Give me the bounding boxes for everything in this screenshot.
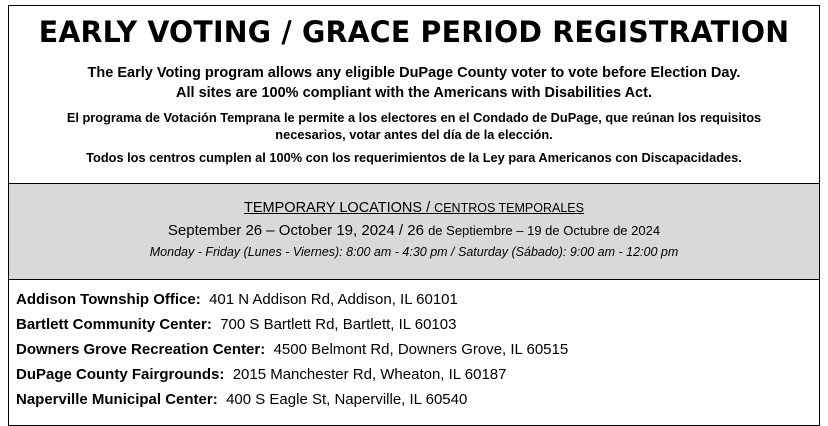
english-line-1: The Early Voting program allows any eligible DuPage County voter to vote before Election Day.: [87, 65, 741, 81]
header-section: [9, 6, 819, 184]
section-title-es: CENTROS TEMPORALES: [434, 201, 584, 215]
date-range: [9, 221, 819, 241]
date-range-en: September 26 – October 19, 2024 / 26: [167, 222, 429, 239]
location-address: 400 S Eagle St, Naperville, IL 60540: [226, 391, 468, 408]
date-range-es: de Septiembre – 19 de Octubre de 2024: [428, 223, 661, 238]
english-line-2: All sites are 100% compliant with the Americans with Disabilities Act.: [176, 85, 652, 101]
location-address: 2015 Manchester Rd, Wheaton, IL 60187: [232, 366, 507, 383]
location-address: 401 N Addison Rd, Addison, IL 60101: [209, 291, 458, 308]
location-name: Bartlett Community Center:: [16, 316, 212, 333]
location-address: 4500 Belmont Rd, Downers Grove, IL 60515: [273, 341, 569, 358]
section-title: [9, 199, 819, 217]
location-name: DuPage County Fairgrounds:: [16, 366, 225, 383]
list-item: [16, 312, 819, 337]
location-address: 700 S Bartlett Rd, Bartlett, IL 60103: [220, 316, 457, 333]
page-title: EARLY VOTING / GRACE PERIOD REGISTRATION: [38, 15, 790, 49]
flyer-frame: [8, 5, 820, 426]
list-item: [16, 362, 819, 387]
hours: Monday - Friday (Lunes - Viernes): 8:00 am - 4:30 pm / Saturday (Sábado): 9:00 am - 12:00 pm: [149, 245, 679, 259]
temporary-locations-banner: [9, 184, 819, 280]
english-description: [9, 63, 819, 103]
list-item: [16, 337, 819, 362]
location-name: Downers Grove Recreation Center:: [16, 341, 266, 358]
spanish-line-1: El programa de Votación Temprana le permite a los electores en el Condado de DuPage, que reúnan los requisitos necesarios, votar antes del día de la elección.: [66, 110, 762, 142]
location-name: Addison Township Office:: [16, 291, 201, 308]
list-item: [16, 287, 819, 312]
location-list: [9, 280, 819, 412]
section-title-en: TEMPORARY LOCATIONS /: [244, 200, 435, 216]
location-name: Naperville Municipal Center:: [16, 391, 218, 408]
spanish-line-2: Todos los centros cumplen al 100% con los requerimientos de la Ley para Americanos con Discapacidades.: [86, 150, 742, 165]
list-item: [16, 387, 819, 412]
